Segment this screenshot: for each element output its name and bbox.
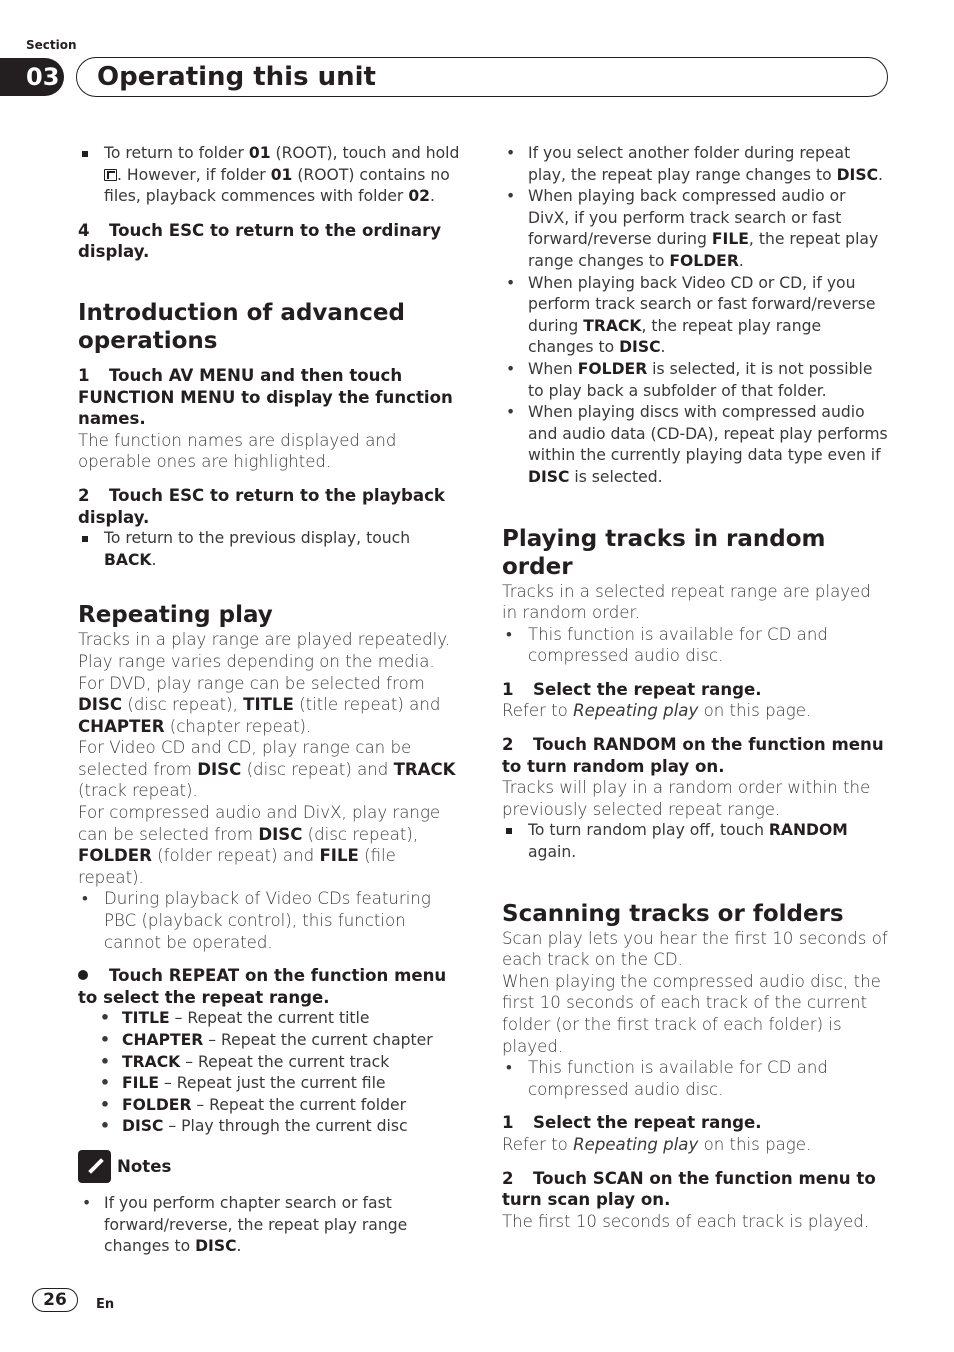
list-item: • DISC – Play through the current disc <box>78 1116 464 1138</box>
note-chapter-search: • If you perform chapter search or fast forward/reverse, the repeat play range changes to DISC. <box>78 1193 464 1258</box>
list-item: • TITLE – Repeat the current title <box>78 1008 464 1030</box>
random-off-note: To turn random play off, touch RANDOM again. <box>502 820 890 863</box>
random-availability: • This function is available for CD and compressed audio disc. <box>502 624 890 667</box>
list-item: • TRACK – Repeat the current track <box>78 1052 464 1074</box>
note-mixed-disc: • When playing discs with compressed audio and audio data (CD-DA), repeat play performs within the currently playing data type even if DISC is selected. <box>502 402 890 488</box>
repeat-intro: Tracks in a play range are played repeatedly. Play range varies depending on the media. <box>78 630 450 671</box>
random-step-2: 2 Touch RANDOM on the function menu to turn random play on. <box>502 735 884 776</box>
repeat-pbc-note: • During playback of Video CDs featuring PBC (playback control), this function cannot be operated. <box>78 888 464 953</box>
repeat-heading: Repeating play <box>78 602 273 629</box>
step-4: 4 Touch ESC to return to the ordinary display. <box>78 220 442 262</box>
repeat-vcd: For Video CD and CD, play range can be selected from DISC (disc repeat) and TRACK (track repeat). <box>78 738 456 801</box>
scan-step-1: 1 Select the repeat range. <box>502 1113 762 1133</box>
scan-availability: • This function is available for CD and compressed audio disc. <box>502 1057 890 1100</box>
intro-step-1: 1 Touch AV MENU and then touch FUNCTION MENU to display the function names. <box>78 365 453 429</box>
section-label: Section <box>26 38 77 52</box>
random-intro: Tracks in a selected repeat range are played in random order. <box>502 581 871 623</box>
repeat-dvd: For DVD, play range can be selected from DISC (disc repeat), TITLE (title repeat) and CHAPTER (chapter repeat). <box>78 673 441 736</box>
random-step-1: 1 Select the repeat range. <box>502 679 762 699</box>
scan-step-1-body: Refer to Repeating play on this page. <box>502 1134 812 1154</box>
left-column <box>78 143 464 1258</box>
note-another-folder: • If you select another folder during repeat play, the repeat play range changes to DISC. <box>502 143 890 186</box>
repeat-options-list <box>78 1008 464 1138</box>
page-title: Operating this unit <box>76 57 888 97</box>
intro-step-1-body: The function names are displayed and operable ones are highlighted. <box>78 430 397 472</box>
list-item: • FOLDER – Repeat the current folder <box>78 1095 464 1117</box>
note-return-root: To return to folder 01 (ROOT), touch and hold . However, if folder 01 (ROOT) contains no files, playback commences with folder 02. <box>78 143 464 208</box>
scan-compressed: When playing the compressed audio disc, the first 10 seconds of each track of the current folder (or the first track of each folder) is played. <box>502 971 881 1056</box>
random-step-1-body: Refer to Repeating play on this page. <box>502 701 812 721</box>
random-heading: Playing tracks in random order <box>502 525 826 580</box>
intro-step-2: 2 Touch ESC to return to the playback display. <box>78 485 445 527</box>
language-label: En <box>96 1297 115 1312</box>
scan-step-2-body: The first 10 seconds of each track is played. <box>502 1211 870 1231</box>
folder-up-icon <box>104 169 117 181</box>
random-step-2-body: Tracks will play in a random order within the previously selected repeat range. <box>502 778 871 819</box>
step-bullet-icon <box>78 970 88 980</box>
scan-intro: Scan play lets you hear the first 10 seconds of each track on the CD. <box>502 928 888 970</box>
section-number-badge: 03 <box>0 58 64 96</box>
pencil-icon <box>78 1150 111 1183</box>
note-compressed-search: • When playing back compressed audio or DivX, if you perform track search or fast forward/reverse during FILE, the repeat play range changes to FOLDER. <box>502 186 890 272</box>
intro-heading: Introduction of advanced operations <box>78 299 405 354</box>
scan-heading: Scanning tracks or folders <box>502 900 844 927</box>
note-back: To return to the previous display, touch BACK. <box>78 528 464 571</box>
repeat-compressed: For compressed audio and DivX, play range can be selected from DISC (disc repeat), FOLDER (folder repeat) and FILE (file repeat). <box>78 803 441 887</box>
scan-step-2: 2 Touch SCAN on the function menu to turn scan play on. <box>502 1168 876 1210</box>
repeat-step: Touch REPEAT on the function menu to select the repeat range. <box>78 966 447 1007</box>
list-item: • FILE – Repeat just the current file <box>78 1073 464 1095</box>
notes-header: Notes <box>78 1150 464 1183</box>
note-vcd-search: • When playing back Video CD or CD, if you perform track search or fast forward/reverse during TRACK, the repeat play range changes to DISC. <box>502 273 890 359</box>
list-item: • CHAPTER – Repeat the current chapter <box>78 1030 464 1052</box>
right-column <box>502 143 890 1232</box>
page-number: 26 <box>32 1288 78 1312</box>
note-folder-subfolder: • When FOLDER is selected, it is not possible to play back a subfolder of that folder. <box>502 359 890 402</box>
